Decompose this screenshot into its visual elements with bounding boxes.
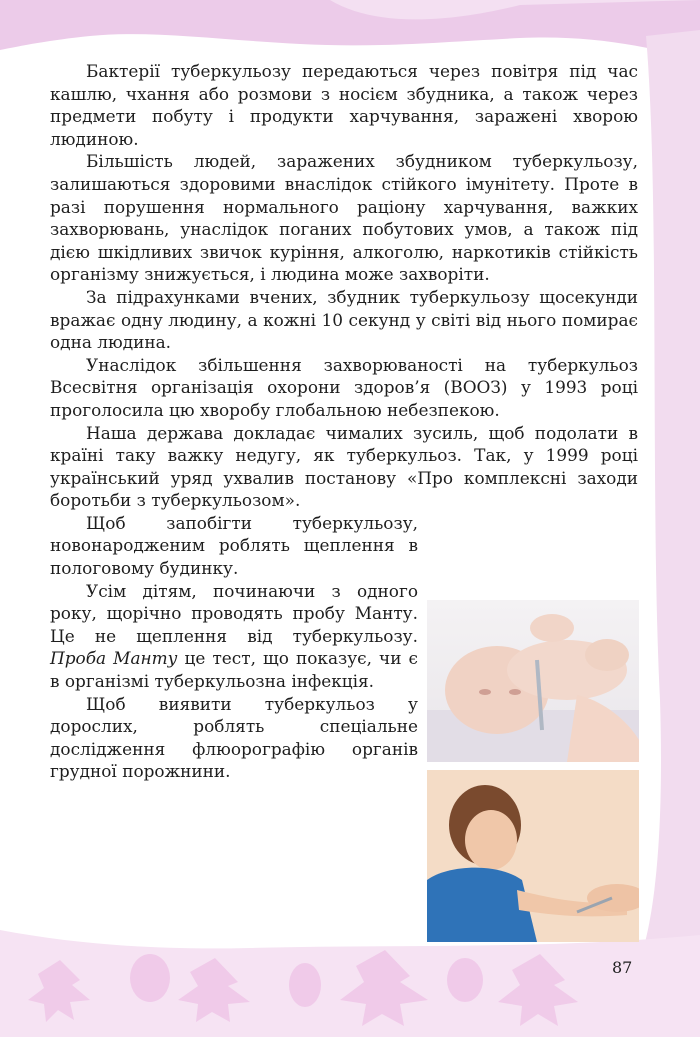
leaf-shape	[498, 954, 578, 1026]
page-number: 87	[612, 958, 633, 977]
paragraph-immunity: Більшість людей, заражених збудником туберкульозу, залишаються здоровими внаслідок стійкого імунітету. Проте в разі порушення нормального раціону харчування, важких захворювань, унаслідок поганих побутових умов, а також під дією шкідливих звичок куріння, алкоголю, наркотиків стійкість організму знижується, і людина може захворіти.	[50, 151, 638, 285]
leaf-shape	[340, 950, 428, 1026]
leaves-decoration	[0, 940, 700, 1037]
mantoux-term: Проба Манту	[50, 648, 178, 669]
baby-vaccination-photo	[427, 600, 639, 762]
baby-illustration	[427, 600, 639, 762]
paragraph-who: Унаслідок збільшення захворюваності на туберкульоз Всесвітня організація охорони здоров’я (ВООЗ) у 1993 році проголосила цю хворобу глобальною небезпекою.	[50, 354, 638, 420]
mantoux-test-photo	[427, 770, 639, 942]
paragraph-government: Наша держава докладає чималих зусиль, щоб подолати в країні таку важку недугу, як туберкульоз. Так, у 1999 році український уряд ухвалив постанову «Про комплексні заходи боротьби з туберкульозом».	[50, 422, 638, 511]
mantoux-after: це тест, що показує, чи є в організмі туберкульозна інфекція.	[50, 648, 418, 692]
leaf-shape	[178, 958, 250, 1022]
mantoux-before: Усім дітям, починаючи з одного року, щорічно проводять пробу Манту. Це не щеплення від туберкульозу.	[50, 580, 418, 646]
paragraph-transmission: Бактерії туберкульозу передаються через повітря під час кашлю, чхання або розмови з носієм збудника, а також через предмети побуту і продукти харчування, заражені хворою людиною.	[50, 61, 638, 149]
child-illustration	[427, 770, 639, 942]
leaf-shape	[289, 963, 321, 1007]
paragraph-mantoux	[50, 580, 418, 693]
paragraph-vaccination: Щоб запобігти туберкульозу, новонародженим роблять щеплення в пологовому будинку.	[50, 512, 418, 579]
paragraph-statistics: За підрахунками вчених, збудник туберкульозу щосекунди вражає одну людину, а кожні 10 секунд у світі від нього помирає одна людина.	[50, 286, 638, 353]
leaf-shape	[130, 954, 170, 1002]
text-beside-photos	[50, 512, 418, 783]
leaf-shape	[447, 958, 483, 1002]
leaf-shape	[28, 960, 90, 1022]
paragraph-adults: Щоб виявити туберкульоз у дорослих, роблять спеціальне дослідження флюорографію органів грудної порожнини.	[50, 693, 418, 782]
